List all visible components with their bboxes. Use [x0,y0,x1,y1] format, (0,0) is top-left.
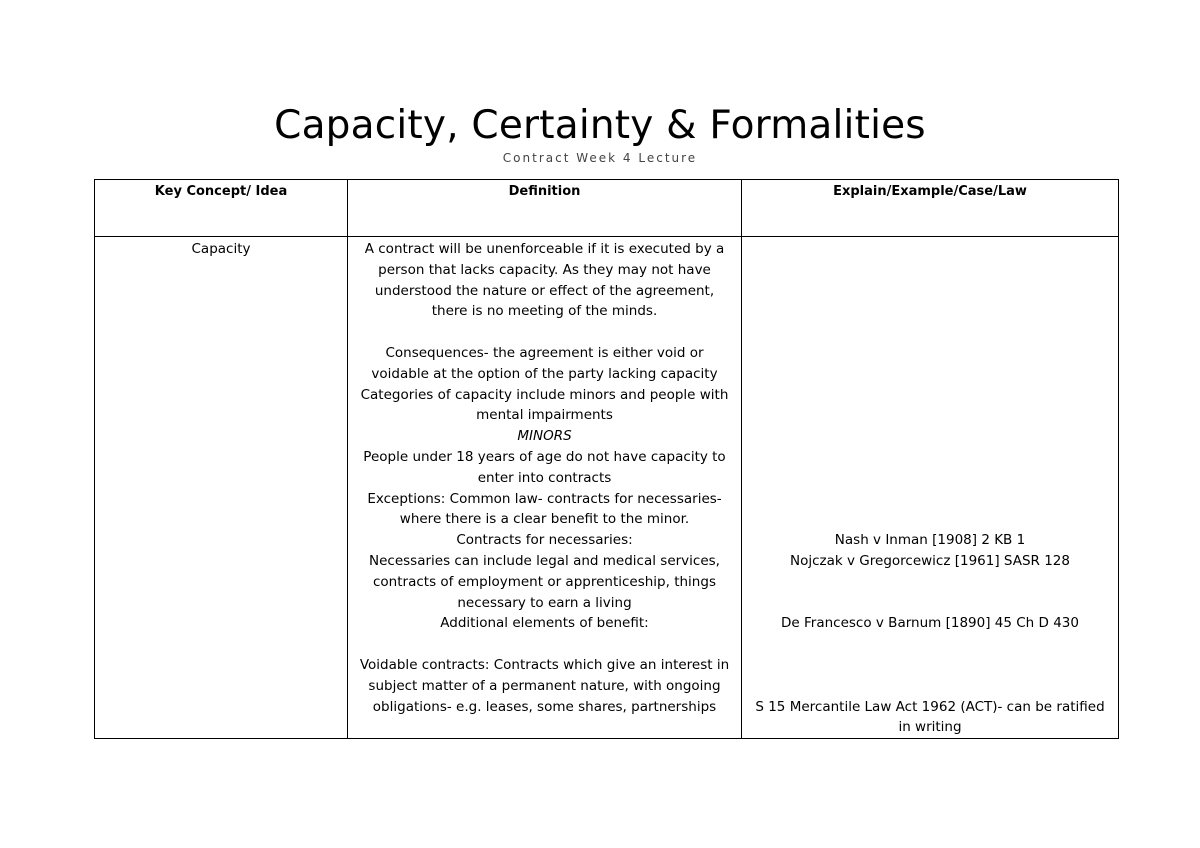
definition-line: Consequences- the agreement is either void or [385,344,704,361]
spacer [354,322,735,343]
concept-label: Capacity [191,241,251,257]
law-citation: in writing [898,719,962,736]
spacer [748,322,1112,343]
spacer [748,426,1112,447]
minors-heading: MINORS [517,428,572,445]
definition-line: mental impairments [476,407,613,424]
definition-line: contracts of employment or apprenticeship, things [373,573,716,590]
definition-line: obligations- e.g. leases, some shares, partnerships [372,698,717,715]
spacer [748,405,1112,426]
definition-line: there is no meeting of the minds. [431,303,658,320]
page-title: Capacity, Certainty & Formalities [274,103,926,148]
definition-line: A contract will be unenforceable if it is executed by a [364,241,725,257]
notes-table [94,179,1119,739]
cell-explain [742,237,1119,739]
case-citation: De Francesco v Barnum [1890] 45 Ch D 430 [781,615,1079,632]
spacer [748,364,1112,385]
header-definition: Definition [348,180,742,237]
spacer [748,572,1112,593]
spacer [748,385,1112,406]
spacer [748,489,1112,510]
definition-line: People under 18 years of age do not have capacity to [363,448,726,465]
spacer [748,281,1112,302]
definition-line: necessary to earn a living [457,594,632,611]
definition-line: Necessaries can include legal and medical services, [369,552,720,569]
spacer [748,239,1112,260]
spacer [748,301,1112,322]
definition-line: voidable at the option of the party lacking capacity [371,365,718,382]
definition-line: understood the nature or effect of the agreement, [374,282,715,299]
definition-line: where there is a clear benefit to the minor. [399,511,690,528]
spacer [748,509,1112,530]
case-citation: Nojczak v Gregorcewicz [1961] SASR 128 [790,552,1070,569]
spacer [748,593,1112,614]
header-explain-example: Explain/Example/Case/Law [742,180,1119,237]
definition-line: Exceptions: Common law- contracts for necessaries- [367,490,722,507]
spacer [748,655,1112,676]
spacer [748,676,1112,697]
spacer [748,634,1112,655]
header-key-concept: Key Concept/ Idea [95,180,348,237]
definition-line: Categories of capacity include minors and people with [360,386,729,403]
law-citation: S 15 Mercantile Law Act 1962 (ACT)- can be ratified [755,698,1105,715]
spacer [748,343,1112,364]
table-header-row [95,180,1119,237]
definition-line: Voidable contracts: Contracts which give an interest in [359,656,730,673]
case-citation: Nash v Inman [1908] 2 KB 1 [834,532,1026,549]
table-row [95,237,1119,739]
definition-line: person that lacks capacity. As they may not have [378,261,711,278]
definition-line: Additional elements of benefit: [440,615,649,632]
cell-definition [348,237,742,739]
definition-line: subject matter of a permanent nature, with ongoing [368,677,721,694]
spacer [748,447,1112,468]
spacer [748,468,1112,489]
definition-line: Contracts for necessaries: [456,532,633,549]
spacer [354,634,735,655]
cell-concept [95,237,348,739]
page-subtitle: Contract Week 4 Lecture [502,151,698,165]
spacer [748,260,1112,281]
definition-line: enter into contracts [477,469,612,486]
